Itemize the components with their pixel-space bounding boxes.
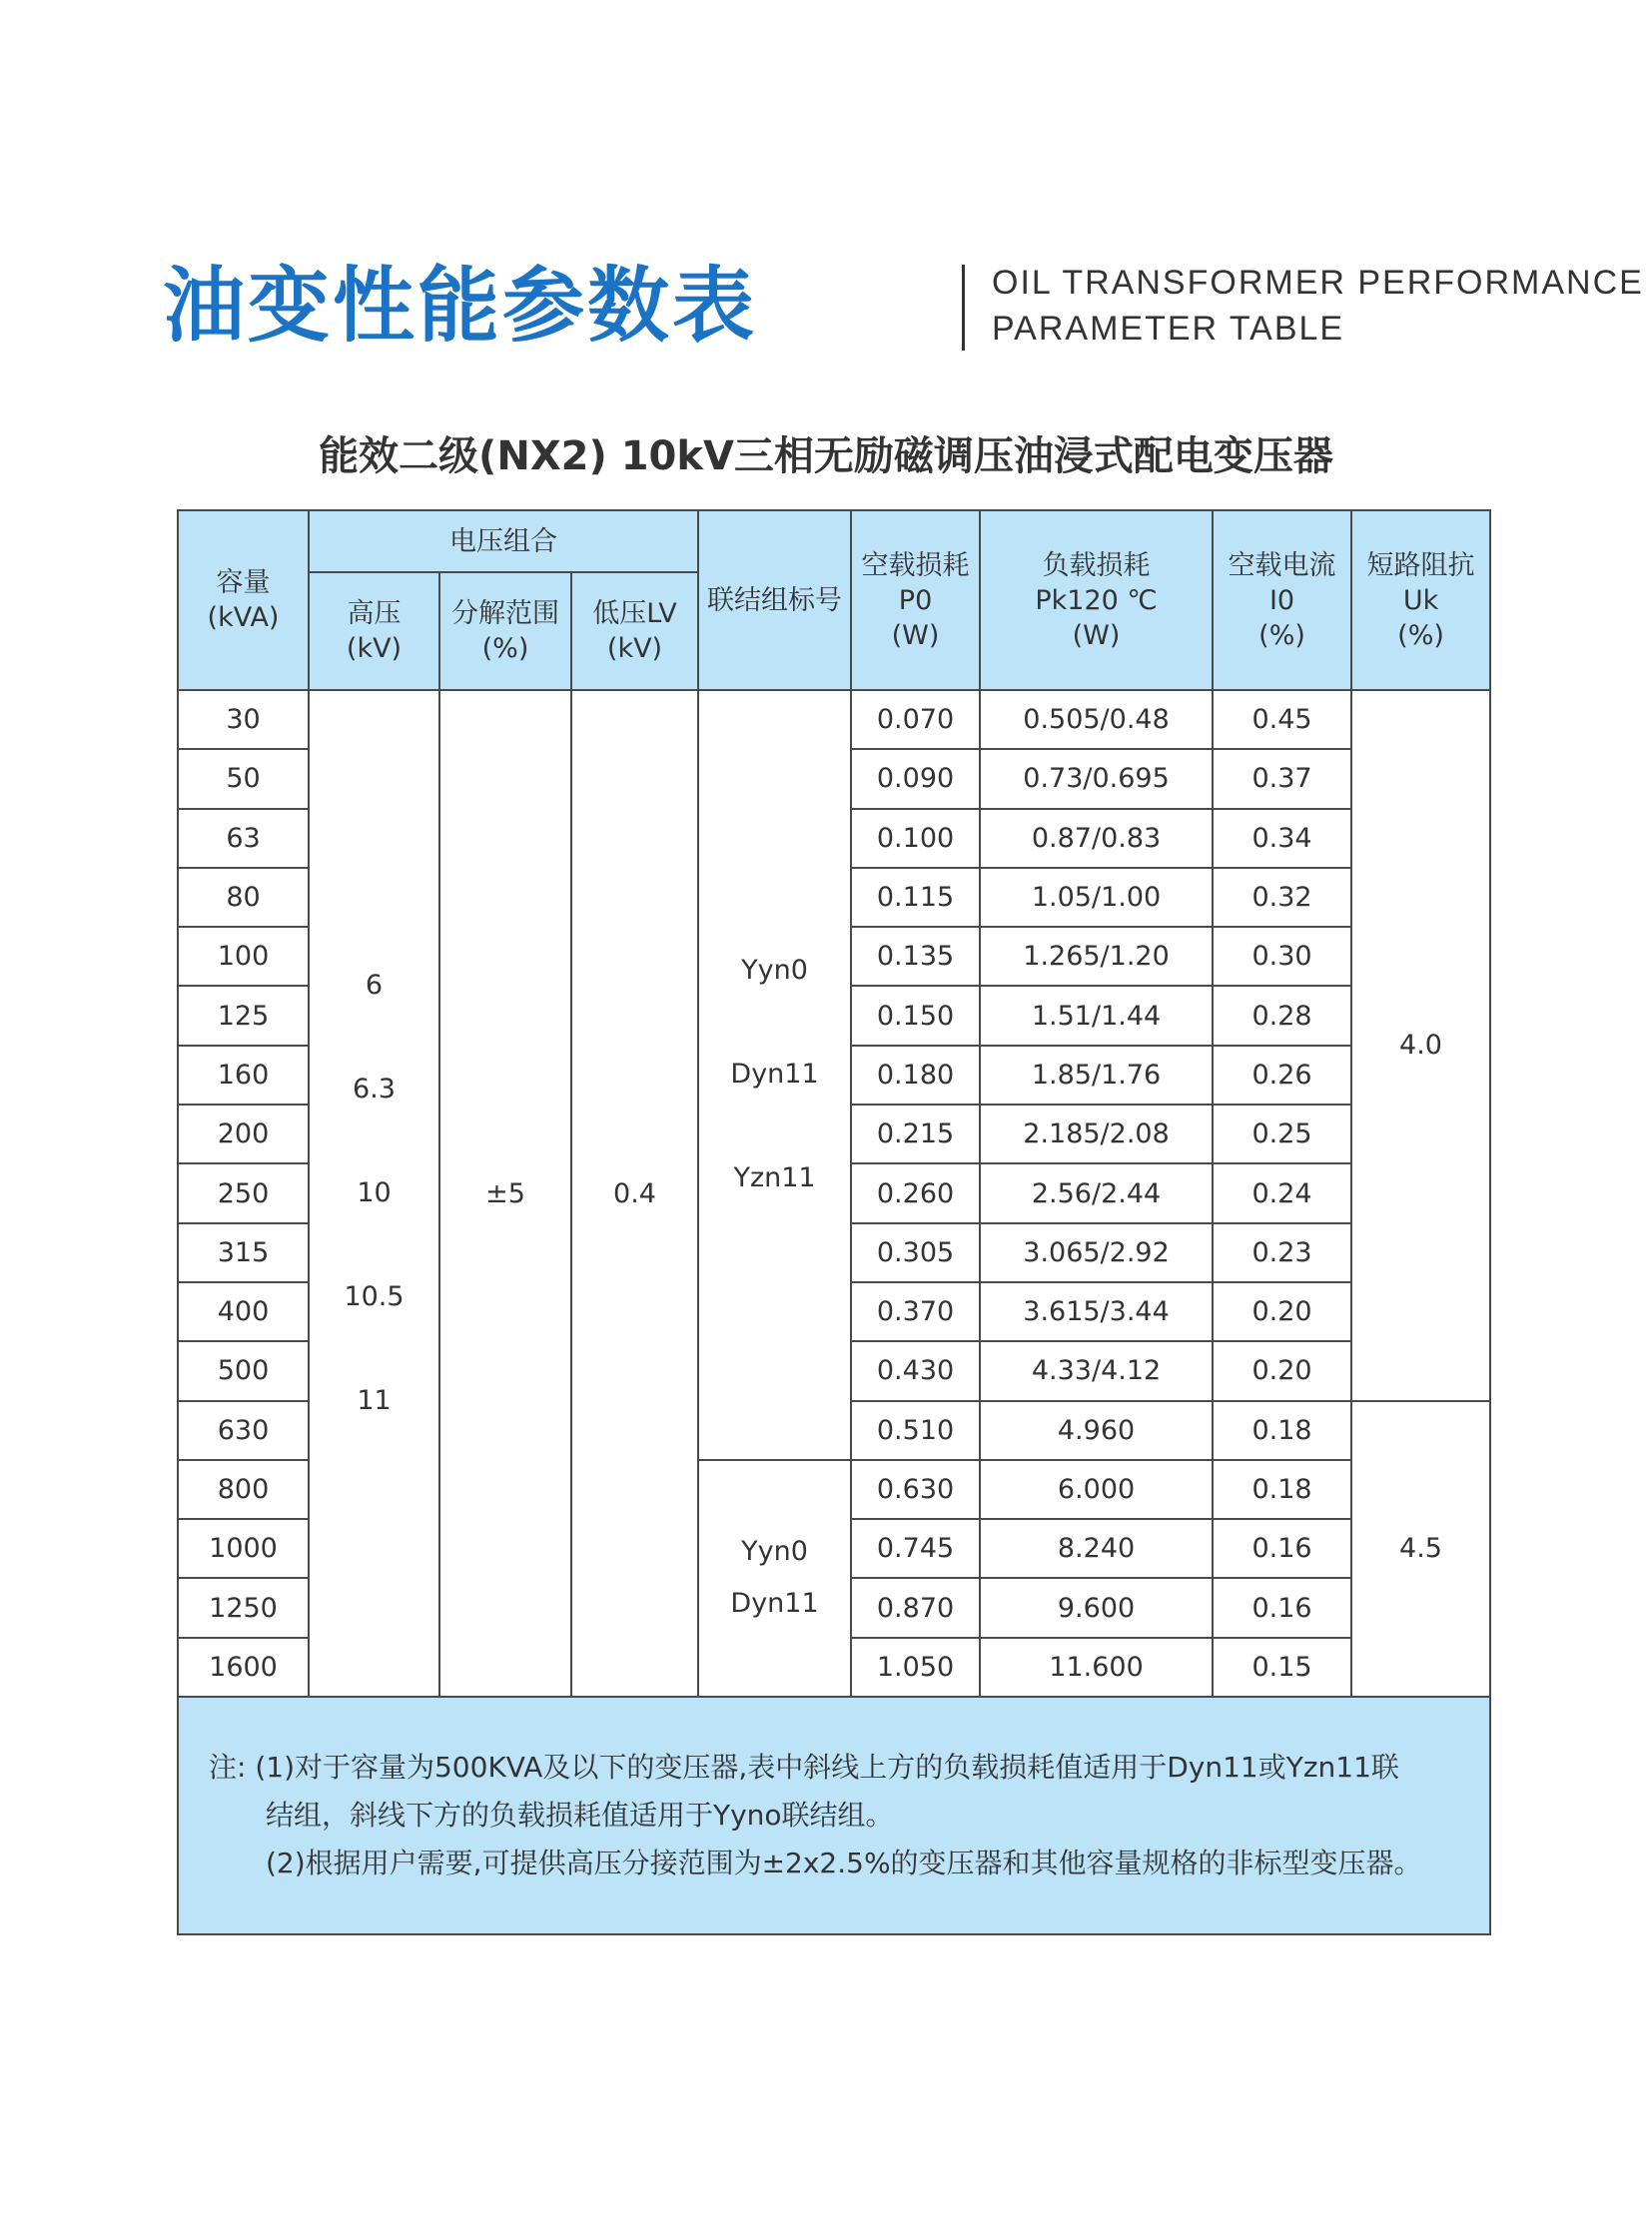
cell-p0: 0.430 [851, 1341, 980, 1400]
connection-value: Dyn11 [730, 1588, 819, 1620]
note-line-2: 结组，斜线下方的负载损耗值适用于Yyno联结组。 [266, 1799, 894, 1833]
cell-i0: 0.18 [1213, 1460, 1351, 1519]
cell-i0: 0.20 [1213, 1282, 1351, 1341]
header-lv: 低压LV (kV) [571, 572, 698, 690]
cell-p0: 0.100 [851, 809, 980, 868]
table-notes [178, 1697, 1490, 1934]
cell-p0: 0.510 [851, 1401, 980, 1460]
cell-i0: 0.15 [1213, 1638, 1351, 1697]
cell-p0: 0.630 [851, 1460, 980, 1519]
cell-i0: 0.28 [1213, 986, 1351, 1045]
cell-i0: 0.45 [1213, 690, 1351, 749]
cell-capacity: 160 [178, 1046, 309, 1105]
cell-capacity: 200 [178, 1105, 309, 1163]
note-line-1: 注: (1)对于容量为500KVA及以下的变压器,表中斜线上方的负载损耗值适用于Dyn11或Yzn11联 [209, 1751, 1399, 1785]
header-voltage-group: 电压组合 [309, 510, 698, 572]
cell-capacity: 250 [178, 1163, 309, 1222]
cell-p0: 0.150 [851, 986, 980, 1045]
cell-lv: 0.4 [571, 690, 698, 1697]
cell-capacity: 30 [178, 690, 309, 749]
cell-i0: 0.34 [1213, 809, 1351, 868]
cell-capacity: 315 [178, 1223, 309, 1282]
cell-capacity: 80 [178, 868, 309, 927]
cell-pk: 2.56/2.44 [980, 1163, 1213, 1222]
header-load-loss: 负载损耗 Pk120 ℃ (W) [980, 510, 1213, 690]
cell-tap-range: ±5 [439, 690, 571, 1697]
cell-capacity: 63 [178, 809, 309, 868]
cell-p0: 0.305 [851, 1223, 980, 1282]
cell-pk: 0.505/0.48 [980, 690, 1213, 749]
cell-impedance-b: 4.5 [1351, 1401, 1490, 1697]
cell-p0: 0.135 [851, 927, 980, 986]
cell-pk: 3.615/3.44 [980, 1282, 1213, 1341]
cell-pk: 4.960 [980, 1401, 1213, 1460]
cell-pk: 6.000 [980, 1460, 1213, 1519]
cell-i0: 0.16 [1213, 1519, 1351, 1578]
cell-i0: 0.23 [1213, 1223, 1351, 1282]
cell-p0: 1.050 [851, 1638, 980, 1697]
cell-capacity: 400 [178, 1282, 309, 1341]
cell-capacity: 1000 [178, 1519, 309, 1578]
cell-capacity: 100 [178, 927, 309, 986]
title-en-line1: OIL TRANSFORMER PERFORMANCE [992, 264, 1644, 302]
cell-p0: 0.745 [851, 1519, 980, 1578]
parameter-table-container [177, 509, 1489, 1935]
cell-p0: 0.370 [851, 1282, 980, 1341]
table-row [178, 690, 1490, 749]
cell-p0: 0.870 [851, 1578, 980, 1637]
header-no-load-loss: 空载损耗 P0 (W) [851, 510, 980, 690]
cell-pk: 1.85/1.76 [980, 1046, 1213, 1105]
cell-i0: 0.32 [1213, 868, 1351, 927]
cell-capacity: 125 [178, 986, 309, 1045]
header-impedance: 短路阻抗 Uk (%) [1351, 510, 1490, 690]
cell-i0: 0.30 [1213, 927, 1351, 986]
cell-pk: 11.600 [980, 1638, 1213, 1697]
parameter-table [177, 509, 1491, 1935]
cell-pk: 1.51/1.44 [980, 986, 1213, 1045]
header-no-load-current: 空载电流 I0 (%) [1213, 510, 1351, 690]
cell-p0: 0.260 [851, 1163, 980, 1222]
header-capacity: 容量 (kVA) [178, 510, 309, 690]
table-subtitle: 能效二级(NX2) 10kV三相无励磁调压油浸式配电变压器 [319, 433, 1333, 479]
cell-capacity: 1600 [178, 1638, 309, 1697]
note-line-3: (2)根据用户需要,可提供高压分接范围为±2x2.5%的变压器和其他容量规格的非标型变压器。 [266, 1847, 1422, 1880]
cell-p0: 0.180 [851, 1046, 980, 1105]
cell-capacity: 500 [178, 1341, 309, 1400]
cell-pk: 8.240 [980, 1519, 1213, 1578]
cell-capacity: 1250 [178, 1578, 309, 1637]
header-hv: 高压 (kV) [309, 572, 439, 690]
cell-pk: 0.73/0.695 [980, 749, 1213, 808]
cell-p0: 0.090 [851, 749, 980, 808]
cell-impedance-a: 4.0 [1351, 690, 1490, 1401]
cell-hv-values: 6 6.3 10 10.5 11 [309, 690, 439, 1697]
cell-i0: 0.37 [1213, 749, 1351, 808]
cell-pk: 2.185/2.08 [980, 1105, 1213, 1163]
page-title: 油变性能参数表 [163, 259, 758, 354]
header-connection: 联结组标号 [698, 510, 851, 690]
cell-i0: 0.24 [1213, 1163, 1351, 1222]
cell-i0: 0.20 [1213, 1341, 1351, 1400]
cell-pk: 9.600 [980, 1578, 1213, 1637]
cell-p0: 0.215 [851, 1105, 980, 1163]
cell-capacity: 800 [178, 1460, 309, 1519]
cell-i0: 0.18 [1213, 1401, 1351, 1460]
title-en-line2: PARAMETER TABLE [992, 310, 1345, 348]
cell-pk: 4.33/4.12 [980, 1341, 1213, 1400]
cell-p0: 0.070 [851, 690, 980, 749]
cell-pk: 1.05/1.00 [980, 868, 1213, 927]
header-tap-range: 分解范围 (%) [439, 572, 571, 690]
page-title-english [992, 260, 1644, 352]
cell-capacity: 630 [178, 1401, 309, 1460]
title-divider [962, 265, 965, 351]
cell-pk: 1.265/1.20 [980, 927, 1213, 986]
cell-p0: 0.115 [851, 868, 980, 927]
connection-value: Yyn0 [741, 1536, 808, 1568]
cell-pk: 3.065/2.92 [980, 1223, 1213, 1282]
cell-i0: 0.26 [1213, 1046, 1351, 1105]
table-body [178, 690, 1490, 1697]
cell-i0: 0.16 [1213, 1578, 1351, 1637]
header [163, 252, 1644, 362]
cell-capacity: 50 [178, 749, 309, 808]
cell-connection-group-a: Yyn0 Dyn11 Yzn11 [698, 690, 851, 1460]
cell-i0: 0.25 [1213, 1105, 1351, 1163]
cell-pk: 0.87/0.83 [980, 809, 1213, 868]
cell-connection-group-b [698, 1460, 851, 1697]
